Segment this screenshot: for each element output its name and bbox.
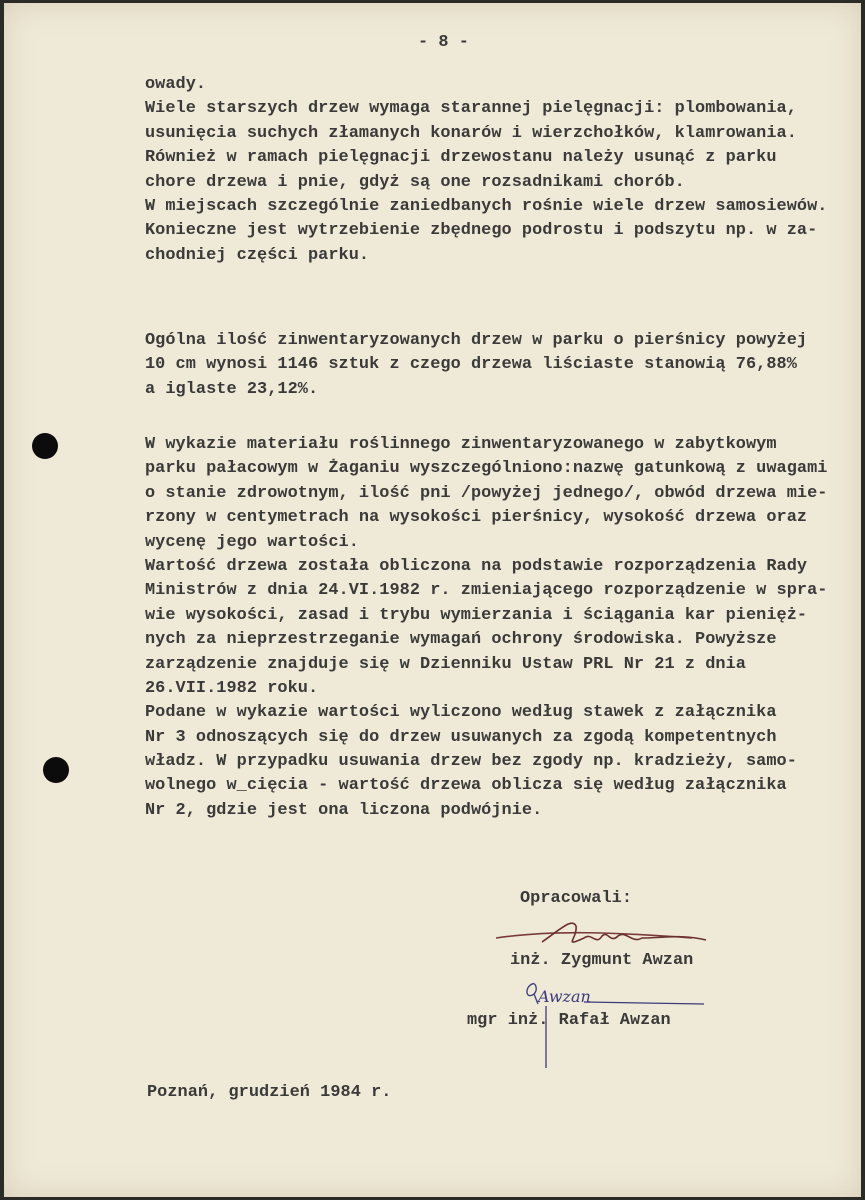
text-line: chodniej części parku.: [145, 245, 370, 265]
text-line: a iglaste 23,12%.: [145, 379, 319, 399]
text-line: wolnego w_cięcia - wartość drzewa oblicza się według załącznika: [145, 776, 787, 796]
punch-hole: [43, 757, 69, 783]
text-line: parku pałacowym w Żaganiu wyszczególniono:nazwę gatunkową z uwagami: [145, 459, 828, 479]
text-line: 26.VII.1982 roku.: [145, 678, 319, 698]
author-2: mgr inż. Rafał Awzan: [467, 1011, 671, 1030]
text-line: Ogólna ilość zinwentaryzowanych drzew w parku o pierśnicy powyżej: [145, 331, 808, 350]
text-line: W miejscach szczególnie zaniedbanych rośnie wiele drzew samosiewów.: [145, 196, 828, 216]
signature-handwriting: Awzan: [538, 987, 591, 1006]
punch-hole: [32, 433, 58, 459]
text-line: Nr 2, gdzie jest ona liczona podwójnie.: [145, 800, 543, 820]
document-page: [4, 3, 861, 1197]
text-line: wycenę jego wartości.: [145, 532, 359, 552]
text-line: 10 cm wynosi 1146 sztuk z czego drzewa liściaste stanowią 76,88%: [145, 355, 797, 375]
text-line: zarządzenie znajduje się w Dzienniku Ustaw PRL Nr 21 z dnia: [145, 654, 746, 674]
prepared-by-label: Opracowali:: [520, 889, 633, 908]
place-date: Poznań, grudzień 1984 r.: [147, 1083, 392, 1102]
text-line: Podane w wykazie wartości wyliczono według stawek z załącznika: [145, 703, 777, 723]
text-line: W wykazie materiału roślinnego zinwentaryzowanego w zabytkowym: [145, 435, 777, 454]
text-line: owady.: [145, 75, 207, 94]
text-line: chore drzewa i pnie, gdyż są one rozsadnikami chorób.: [145, 172, 685, 192]
paragraph-2: [145, 329, 807, 402]
text-line: rzony w centymetrach na wysokości pierśnicy, wysokość drzewa oraz: [145, 508, 808, 528]
text-line: Ministrów z dnia 24.VI.1982 r. zmieniającego rozporządzenie w spra-: [145, 581, 828, 601]
paragraph-1: [145, 73, 827, 268]
text-line: władz. W przypadku usuwania drzew bez zgody np. kradzieży, samo-: [145, 752, 797, 772]
text-line: Wiele starszych drzew wymaga starannej pielęgnacji: plombowania,: [145, 99, 797, 119]
text-line: nych za nieprzestrzeganie wymagań ochrony środowiska. Powyższe: [145, 630, 777, 650]
paragraph-3: [145, 433, 827, 823]
text-line: Wartość drzewa została obliczona na podstawie rozporządzenia Rady: [145, 556, 808, 576]
text-line: Nr 3 odnoszących się do drzew usuwanych za zgodą kompetentnych: [145, 727, 777, 747]
text-line: Konieczne jest wytrzebienie zbędnego podrostu i podszytu np. w za-: [145, 221, 818, 241]
text-line: o stanie zdrowotnym, ilość pni /powyżej jednego/, obwód drzewa mie-: [145, 483, 828, 503]
author-1: inż. Zygmunt Awzan: [510, 951, 694, 970]
page-number: - 8 -: [418, 33, 469, 52]
text-line: Również w ramach pielęgnacji drzewostanu należy usunąć z parku: [145, 148, 777, 168]
text-line: wie wysokości, zasad i trybu wymierzania i ściągania kar pienięż-: [145, 605, 808, 625]
text-line: usunięcia suchych złamanych konarów i wierzchołków, klamrowania.: [145, 123, 797, 143]
